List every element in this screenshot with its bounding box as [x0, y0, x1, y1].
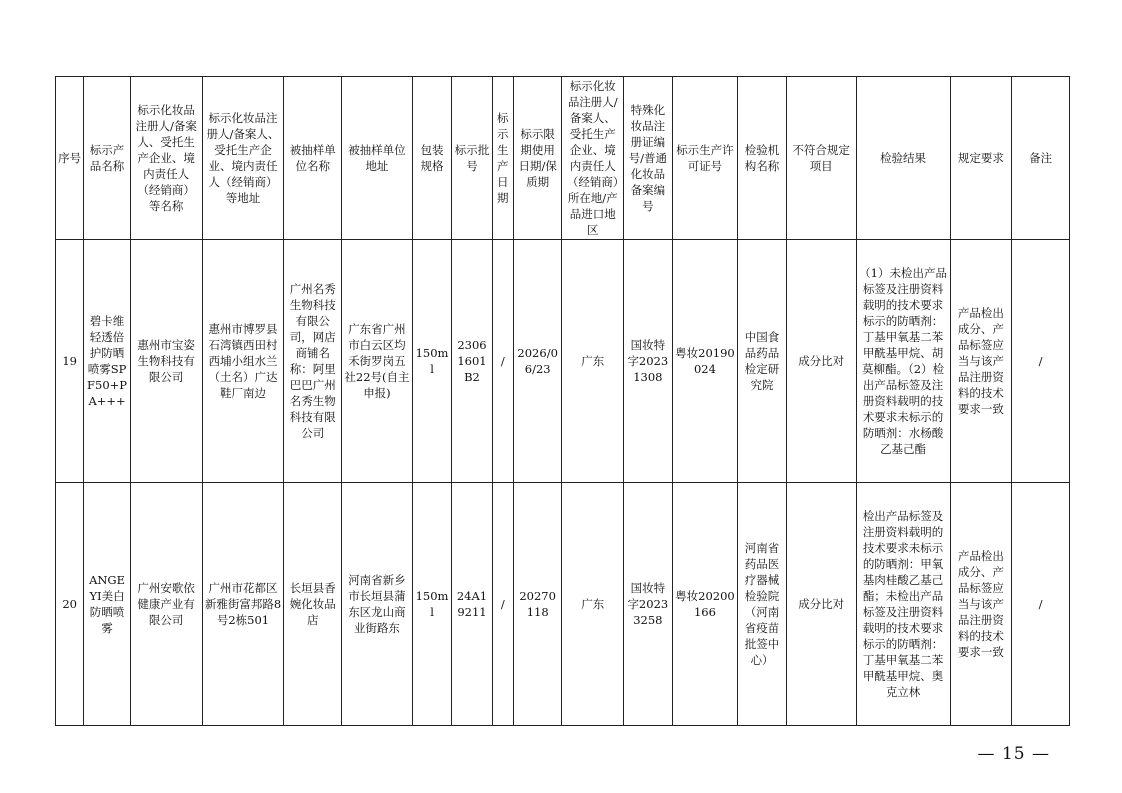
header-cell: 检验机构名称	[738, 77, 787, 240]
table-row	[56, 483, 1070, 726]
table-cell: 河南省新乡市长垣县蒲东区龙山商业街路东	[342, 483, 413, 726]
header-cell: 序号	[56, 77, 84, 240]
table-cell: 19	[56, 240, 84, 483]
table-cell: 150ml	[412, 483, 451, 726]
table-cell: 广州名秀生物科技有限公司，网店商铺名称：阿里巴巴广州名秀生物科技有限公司	[284, 240, 342, 483]
header-cell: 不符合规定项目	[786, 77, 856, 240]
table-cell: 广州市花都区新雅街富邦路8号2栋501	[202, 483, 284, 726]
table-cell: 长垣县香婉化妆品店	[284, 483, 342, 726]
table-cell: 成分比对	[786, 240, 856, 483]
table-cell: 23061601B2	[452, 240, 492, 483]
header-cell: 包装规格	[412, 77, 451, 240]
table-cell: /	[492, 240, 513, 483]
header-cell: 标示生产许可证号	[672, 77, 738, 240]
header-cell: 标示生产日期	[492, 77, 513, 240]
header-cell: 被抽样单位名称	[284, 77, 342, 240]
table-cell: 20270118	[513, 483, 562, 726]
table-cell: 广东	[562, 240, 624, 483]
table-cell: 成分比对	[786, 483, 856, 726]
header-cell: 标示产品名称	[84, 77, 131, 240]
table-cell: 粤妆20190024	[672, 240, 738, 483]
table-cell: 广东	[562, 483, 624, 726]
table-cell: 产品检出成分、产品标签应当与该产品注册资料的技术要求一致	[950, 240, 1012, 483]
table-cell: 惠州市博罗县石湾镇西田村西埔小组水兰（土名）广达鞋厂南边	[202, 240, 284, 483]
header-cell: 标示化妆品注册人/备案人、受托生产企业、境内责任人（经销商）所在地/产品进口地区	[562, 77, 624, 240]
table-cell: /	[1012, 483, 1070, 726]
header-cell: 标示化妆品注册人/备案人、受托生产企业、境内责任人（经销商）等名称	[130, 77, 202, 240]
table-cell: 2026/06/23	[513, 240, 562, 483]
page-number: — 15 —	[977, 744, 1050, 764]
table-cell: 惠州市宝姿生物科技有限公司	[130, 240, 202, 483]
table-cell: 产品检出成分、产品标签应当与该产品注册资料的技术要求一致	[950, 483, 1012, 726]
table-cell: 国妆特字20233258	[624, 483, 673, 726]
header-cell: 规定要求	[950, 77, 1012, 240]
table-cell: 24A19211	[452, 483, 492, 726]
table-header-row	[56, 77, 1070, 240]
header-cell: 备注	[1012, 77, 1070, 240]
table-cell: （1）未检出产品标签及注册资料载明的技术要求标示的防晒剂：丁基甲氧基二苯甲酰基甲烷、胡莫柳酯。（2）检出产品标签及注册资料载明的技术要求未标示的防晒剂：水杨酸乙基己酯	[856, 240, 950, 483]
table-cell: 碧卡维轻透倍护防晒喷雾SPF50+PA+++	[84, 240, 131, 483]
table-cell: 中国食品药品检定研究院	[738, 240, 787, 483]
header-cell: 特殊化妆品注册证编号/普通化妆品备案编号	[624, 77, 673, 240]
table-cell: /	[1012, 240, 1070, 483]
table-cell: 国妆特字20231308	[624, 240, 673, 483]
table-cell: 广东省广州市白云区均禾街罗岗五社22号(自主申报)	[342, 240, 413, 483]
header-cell: 标示化妆品注册人/备案人、受托生产企业、境内责任人（经销商）等地址	[202, 77, 284, 240]
table-row	[56, 240, 1070, 483]
table-cell: ANGEYI美白防晒喷雾	[84, 483, 131, 726]
table-cell: 检出产品标签及注册资料载明的技术要求未标示的防晒剂：甲氧基肉桂酸乙基己酯；未检出产品标签及注册资料载明的技术要求标示的防晒剂：丁基甲氧基二苯甲酰基甲烷、奥克立林	[856, 483, 950, 726]
header-cell: 检验结果	[856, 77, 950, 240]
table-cell: 河南省药品医疗器械检验院（河南省疫苗批签中心）	[738, 483, 787, 726]
table-cell: 粤妆20200166	[672, 483, 738, 726]
header-cell: 标示限期使用日期/保质期	[513, 77, 562, 240]
table-cell: 广州安歌依健康产业有限公司	[130, 483, 202, 726]
header-cell: 被抽样单位地址	[342, 77, 413, 240]
table-cell: 150ml	[412, 240, 451, 483]
table-cell: /	[492, 483, 513, 726]
inspection-results-table	[55, 76, 1070, 726]
header-cell: 标示批号	[452, 77, 492, 240]
table-cell: 20	[56, 483, 84, 726]
